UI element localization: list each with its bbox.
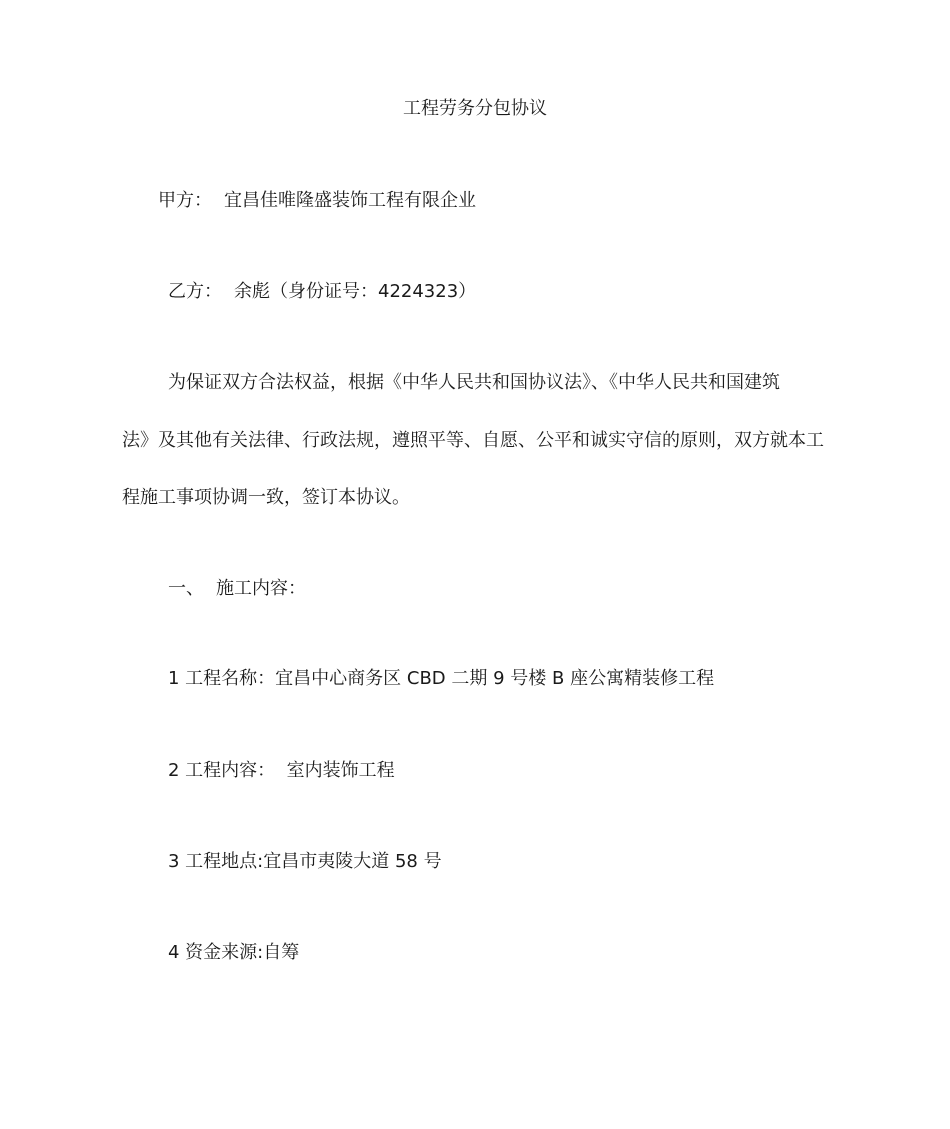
section-title: 施工内容： <box>216 578 306 599</box>
party-a-label: 甲方： <box>158 190 212 211</box>
list-item: 1 工程名称：宜昌中心商务区 CBD 二期 9 号楼 B 座公寓精装修工程 <box>168 668 715 689</box>
party-b-label: 乙方： <box>168 281 222 302</box>
list-item: 4 资金来源:自筹 <box>168 942 300 963</box>
party-b-line <box>168 281 476 303</box>
list-item: 2 工程内容： 室内装饰工程 <box>168 760 395 781</box>
document-title: 工程劳务分包协议 <box>403 98 547 119</box>
preamble-line-3: 程施工事项协调一致，签订本协议。 <box>122 487 410 508</box>
party-a-line <box>158 190 476 212</box>
party-b-name: 余彪（身份证号：4224323） <box>234 281 477 302</box>
section-heading <box>168 578 306 600</box>
section-number: 一、 <box>168 578 204 599</box>
party-a-name: 宜昌佳唯隆盛装饰工程有限企业 <box>224 190 476 211</box>
preamble-line-1: 为保证双方合法权益，根据《中华人民共和国协议法》、《中华人民共和国建筑 <box>168 372 780 393</box>
preamble-line-2: 法》及其他有关法律、行政法规，遵照平等、自愿、公平和诚实守信的原则，双方就本工 <box>122 430 824 451</box>
list-item: 3 工程地点:宜昌市夷陵大道 58 号 <box>168 851 442 872</box>
